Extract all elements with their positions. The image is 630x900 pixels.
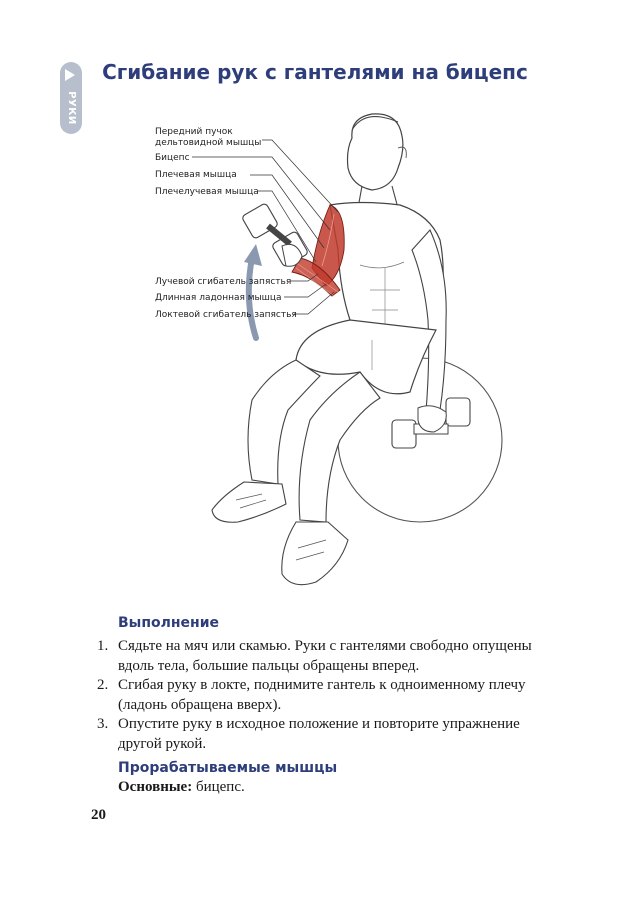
label-brachioradialis: Плечелучевая мышца [155, 187, 259, 197]
step-number: 2. [97, 677, 109, 693]
primary-muscles [118, 779, 245, 796]
step-text: Сгибая руку в локте, поднимите гантель к одноименному плечу (ладонь обращена вверх). [118, 677, 526, 713]
label-anterior-deltoid-1: Передний пучок [155, 127, 233, 137]
step-item [97, 637, 557, 676]
step-item [97, 715, 557, 754]
label-anterior-deltoid-2: дельтовидной мышцы [155, 138, 262, 148]
left-shoe [212, 482, 286, 522]
label-flexor-carpi-ulnaris: Локтевой сгибатель запястья [155, 310, 297, 320]
motion-arrow-head [244, 244, 262, 266]
leader-lines-upper [192, 140, 338, 262]
page-title: Сгибание рук с гантелями на бицепс [102, 60, 528, 84]
label-palmaris-longus: Длинная ладонная мышца [155, 293, 282, 303]
page-number: 20 [91, 807, 106, 823]
primary-muscles-label: Основные: [118, 779, 193, 795]
step-text: Сядьте на мяч или скамью. Руки с гантелями свободно опущены вдоль тела, большие пальцы обращены вперед. [118, 638, 532, 674]
right-leg [299, 372, 380, 522]
execution-heading: Выполнение [118, 615, 220, 631]
execution-steps [97, 637, 557, 754]
step-number: 1. [97, 638, 109, 654]
step-item [97, 676, 557, 715]
label-biceps: Бицепс [155, 153, 190, 163]
label-flexor-carpi-radialis: Лучевой сгибатель запястья [155, 277, 292, 287]
right-shoe [282, 522, 348, 585]
section-tab-label: РУКИ [66, 91, 77, 125]
label-brachialis: Плечевая мышца [155, 170, 237, 180]
muscles-heading: Прорабатываемые мышцы [118, 760, 338, 776]
step-text: Опустите руку в исходное положение и повторите упражнение другой рукой. [118, 716, 520, 752]
primary-muscles-value: бицепс. [192, 779, 245, 795]
step-number: 3. [97, 716, 109, 732]
